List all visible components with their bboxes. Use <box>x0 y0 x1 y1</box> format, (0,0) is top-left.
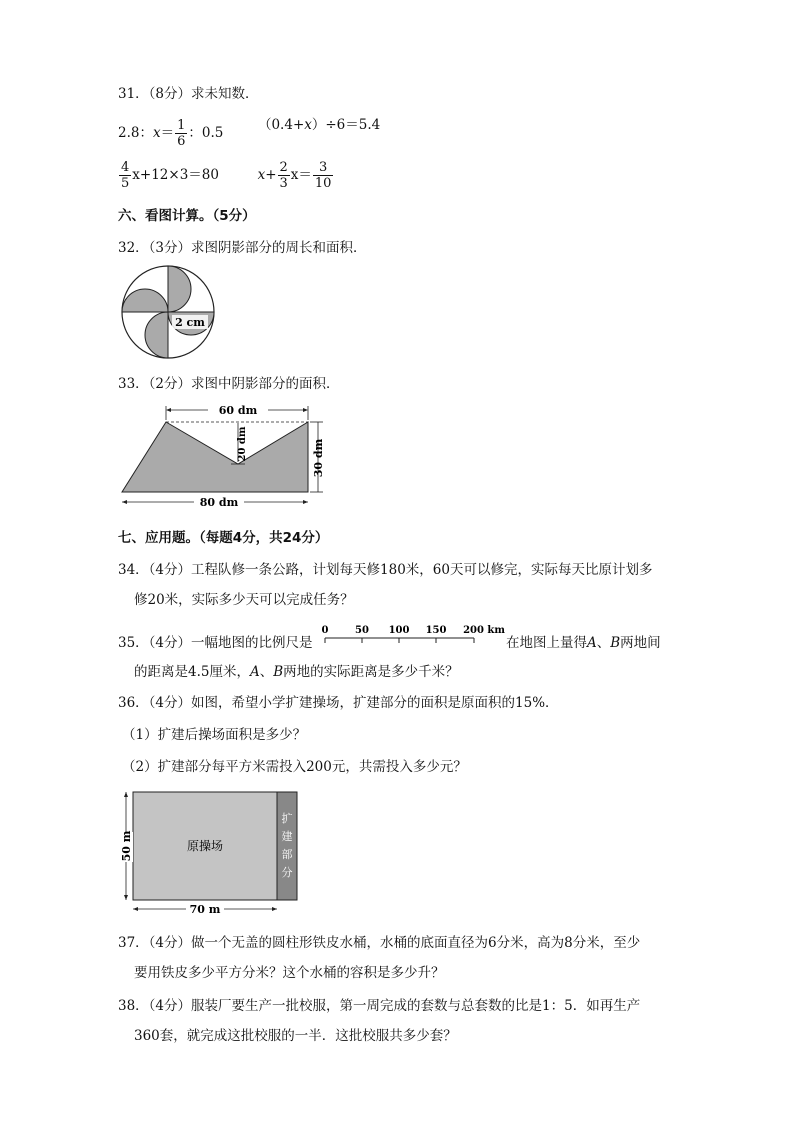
scale-tick-150: 150 <box>425 625 447 636</box>
scale-tick-100: 100 <box>388 625 410 636</box>
q35-scale-bar <box>318 620 508 648</box>
eq3: $\frac{4}{5}$ x+12×3＝80 <box>121 160 219 191</box>
q36-sub-1: （1）扩建后操场面积是多少？ <box>122 727 307 743</box>
q35-line-2: 的距离是4.5厘米，A、B两地的实际距离是多少千米？ <box>134 664 459 680</box>
extension-char-4: 分 <box>281 866 293 879</box>
q34-line-2: 修20米，实际多少天可以完成任务？ <box>134 592 354 608</box>
q35-line-1: 35．（4分）一幅地图的比例尺是 <box>118 635 313 651</box>
eq4: x+ $\frac{2}{3}$ x＝ $\frac{3}{10}$ <box>257 160 332 191</box>
q33-stem: 33．（2分）求图中阴影部分的面积． <box>118 376 340 392</box>
q36-sub-2: （2）扩建部分每平方米需投入200元，共需投入多少元？ <box>122 759 467 775</box>
scale-tick-200: 200 km <box>463 625 505 636</box>
q31-equation-row-2 <box>118 160 334 191</box>
q33-top-label: 60 dm <box>218 404 258 417</box>
q37-line-1: 37．（4分）做一个无盖的圆柱形铁皮水桶，水桶的底面直径为6分米，高为8分米，至少 <box>118 935 641 951</box>
fraction: $\frac{1}{6}$ <box>177 118 186 149</box>
q32-radius-label: 2 cm <box>175 316 205 329</box>
q36-height-label: 50 m <box>120 830 133 862</box>
scale-tick-0: 0 <box>321 625 329 636</box>
q36-figure <box>118 788 304 918</box>
fraction: $\frac{2}{3}$ <box>279 160 288 191</box>
q38-line-2: 360套，就完成这批校服的一半．这批校服共多少套？ <box>134 1028 457 1044</box>
fraction: $\frac{4}{5}$ <box>121 160 130 191</box>
q32-stem: 32．（3分）求图阴影部分的周长和面积． <box>118 240 367 256</box>
q33-figure <box>118 400 328 512</box>
original-field-label: 原操场 <box>186 839 224 853</box>
extension-char-1: 扩 <box>281 812 293 825</box>
q33-bottom-label: 80 dm <box>199 496 239 509</box>
q36-width-label: 70 m <box>189 903 221 916</box>
q32-figure <box>120 264 216 360</box>
q31-stem: 31．（8分）求未知数． <box>118 86 259 102</box>
q31-equation-row-1 <box>118 118 380 149</box>
eq2: （0.4+x）÷6＝5.4 <box>257 117 381 133</box>
extension-char-2: 建 <box>281 830 293 843</box>
q38-line-1: 38．（4分）服装厂要生产一批校服，第一周完成的套数与总套数的比是1：5．如再生产 <box>118 998 641 1014</box>
extension-char-3: 部 <box>281 848 293 861</box>
section-6-heading: 六、看图计算。（5分） <box>118 208 256 224</box>
q37-line-2: 要用铁皮多少平方分米？这个水桶的容积是多少升？ <box>134 965 445 981</box>
eq1: 2.8：x＝ $\frac{1}{6}$ ：0.5 <box>118 118 224 149</box>
section-7-heading: 七、应用题。（每题4分，共24分） <box>118 530 329 546</box>
q34-line-1: 34．（4分）工程队修一条公路，计划每天修180米，60天可以修完，实际每天比原计划多 <box>118 562 653 578</box>
scale-tick-50: 50 <box>355 625 369 636</box>
q33-right-label: 30 dm <box>312 438 325 478</box>
q33-mid-label: 20 dm <box>237 426 248 462</box>
q36-stem: 36．（4分）如图，希望小学扩建操场，扩建部分的面积是原面积的15%． <box>118 695 559 711</box>
q35-line-1-tail: 在地图上量得A、B两地间 <box>506 635 661 651</box>
fraction: $\frac{3}{10}$ <box>314 160 332 191</box>
